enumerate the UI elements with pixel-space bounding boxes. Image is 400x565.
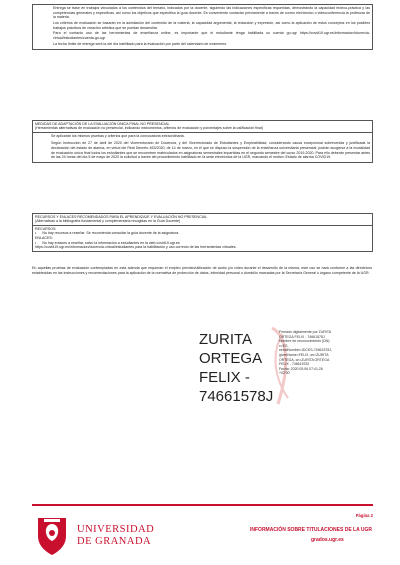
- data-protection-note: En aquellas pruebas de evaluación contempladas en esta adenda que requieran el empleo previsto/utilización de audio y/o vídeo durante el desarrollo de la misma, este uso se hará conforme a las directrices establecidas en las instrucciones y recomendaciones para la aplicación de la normativa de protección de datos, intimidad personal o domicilio marcadas por la Secretaría General u órgano competente de la UGR.: [32, 266, 372, 275]
- resources-label: RECURSOS:: [35, 226, 57, 231]
- signature-name-line: FELIX -: [199, 369, 250, 386]
- signature-name-line: ZURITA: [199, 331, 253, 348]
- evaluation-criteria-cell: [33, 5, 372, 49]
- adaptation-body-cell: [33, 133, 372, 162]
- university-name-line1: UNIVERSIDAD: [77, 524, 155, 535]
- evaluation-criteria-table: [32, 4, 373, 50]
- signature-name: [199, 330, 273, 406]
- university-name-line2: DE GRANADA: [77, 536, 152, 547]
- signature-detail-line: FELIX - 74661578J: [279, 362, 310, 367]
- footer-divider: [32, 504, 373, 506]
- degrees-info-text: INFORMACIÓN SOBRE TITULACIONES DE LA UGR: [250, 527, 373, 533]
- university-name: [77, 524, 154, 548]
- signature-name-line: ORTEGA: [199, 350, 263, 367]
- criteria-paragraph-2: Los criterios de evaluación se basarán en la asimilación del contenido de la materia, la capacidad argumental, la redacción y expresión, así como la aplicación de estos conceptos en los posibles trabajos prácticos de creación artística que se puedan desarrollar.: [53, 20, 370, 30]
- criteria-paragraph-1: Entrega se base en trabajos vinculados a los contenidos del temario, indicados por la docente, siguiendo las indicaciones específicas requeridas, demostrando la capacidad teórico-práctica y las competencias generales y específicas, así como los objetivos que especifica la guía docente. Es conveniente contactar previamente a través de correo electrónico o videoconferencia la profesora de la materia.: [53, 6, 370, 20]
- resources-item-text: No hay recursos a reseñar. Se recomienda consultar la guía docente de la asignatura.: [42, 231, 180, 236]
- university-crest-icon: [34, 514, 70, 556]
- signature-details: [279, 330, 365, 376]
- resources-body-cell: [33, 226, 372, 251]
- signature-name-line: 74661578J: [199, 388, 274, 405]
- page-number: Página 2: [355, 513, 373, 518]
- signature-detail-line: ORTEGA FELIX - 74661578J: [279, 334, 325, 339]
- resources-subtitle: (Alternativas a la bibliografía fundamental y complementaria recogidas en la Guía Docente): [35, 219, 181, 224]
- signature-detail-line: givenName=FELIX, sn=ZURITA: [279, 352, 329, 357]
- adaptation-subtitle: (Herramientas alternativas de evaluación no presencial, indicando instrumentos, criterios de evaluación y porcentajes sobre la calificación final): [35, 126, 263, 131]
- adaptation-line: Se aplicarán los mismos pruebas y criterios que para la convocatoria extraordinaria.: [51, 133, 185, 138]
- signature-detail-line: c=ES,: [279, 343, 289, 348]
- resources-header: [33, 214, 372, 226]
- adaptation-instruction: Según Instrucción de 27 de abril de 2020 del Vicerrectorado de Docencia, y del Vicerrectorado de Estudiantes y Empleabilidad, considerando causa excepcional sobrevenida y justificada la declaración del estado de alarma, en virtud del Real Decreto 463/2020, de 14 de marzo, en el que se dispuso la suspensión de la enseñanza universitaria presencial, podrán acogerse a la modalidad de evaluación única final todos los estudiantes que se encuentren matriculados en asignaturas semestrales impartidas en el segundo semestre del curso 2019-2020. Para ello deberán presentar antes de las 24 horas del día 5 de mayo de 2020 la solicitud a través del procedimiento habilitado en la sede electrónica de la UGR, marcando el motivo: Estado de alarma COVID19.: [51, 141, 370, 160]
- links-label: ENLACES:: [35, 236, 53, 240]
- degrees-site-link[interactable]: grados.ugr.es: [311, 537, 344, 543]
- signature-detail-line: +02'00': [279, 371, 291, 376]
- signature-detail-line: Fecha: 2020.05.06 07:41:26: [279, 366, 323, 371]
- resources-table: [32, 213, 373, 252]
- criteria-paragraph-4: La fecha límite de entrega será la del día habilitado para la evaluación por parte del calendario de exámenes.: [53, 41, 228, 46]
- signature-detail-line: Firmado digitalmente por ZURITA: [279, 330, 332, 334]
- adaptation-title: MEDIDAS DE ADAPTACIÓN DE LA EVALUACIÓN ÚNICA FINAL NO PRESENCIAL: [35, 122, 170, 126]
- criteria-paragraph-3: Para el contacto uso de las herramientas de enseñanza online, es importante que el estudiante tenga habilitada su cuenta go.ugr https://covid19.ugr.es/informacion/docencia-virtual/estudiantes/cuenta-go-ugr: [53, 31, 370, 40]
- adaptation-table: [32, 120, 373, 163]
- resources-title: RECURSOS Y ENLACES RECOMENDADOS PARA EL APRENDIZAJE Y EVALUACIÓN NO PRESENCIAL: [35, 215, 208, 219]
- adaptation-header: [33, 121, 372, 133]
- signature-detail-line: ORTEGA, cn=ZURITA ORTEGA: [279, 357, 330, 362]
- page-footer: [0, 504, 400, 565]
- signature-detail-line: serialNumber=IDCES-74661578J,: [279, 348, 333, 353]
- signature-detail-line: Nombre de reconocimiento (DN):: [279, 339, 331, 344]
- links-url[interactable]: https://covid19.ugr.es/informacion/docencia-virtual/estudiantes para la habilitación y uso correcto de las herramientas virtuales.: [35, 245, 237, 250]
- links-item-text: No hay enlaces a reseñar, salvo la información a estudiantes en la web covid19.ugr.es: [42, 240, 180, 245]
